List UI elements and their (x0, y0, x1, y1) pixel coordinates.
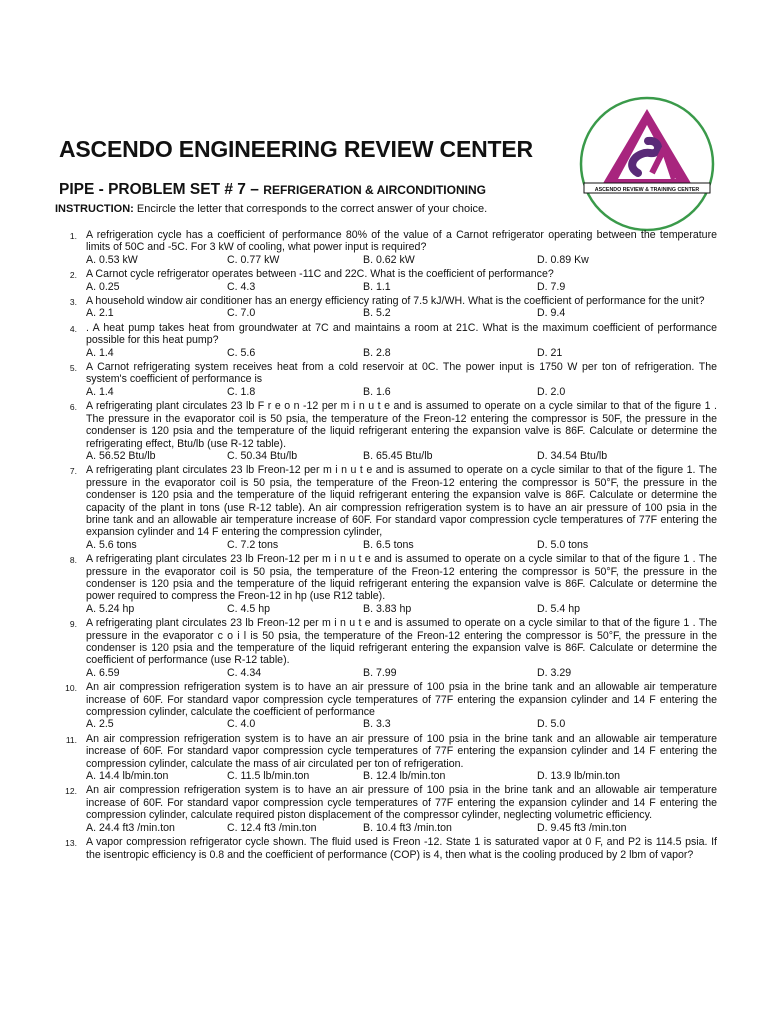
answer-choice[interactable]: B. 10.4 ft3 /min.ton (363, 821, 452, 834)
org-name: ASCENDO ENGINEERING REVIEW CENTER (59, 136, 533, 162)
problem-text: A refrigeration cycle has a coefficient of performance 80% of the value of a Carnot refrigerator operating between the temperature limits of 50C and -5C. For 3 kW of cooling, what power input is required? (86, 229, 717, 254)
problem-item (55, 322, 717, 359)
problem-text: A refrigerating plant circulates 23 lb F r e o n -12 per m i n u t e and is assumed to operate on a cycle similar to that of the figure 1 . The pressure in the evaporator coil is 50 psia, the temperature of the Freon-12 entering the compressor is 50F, the pressure in the condenser is 120 psia and the temperature of the liquid refrigerant entering the expansion valve is 86F. Calculate or determine the refrigerating effect, Btu/lb (use R-12 table). (86, 400, 717, 450)
answer-choice[interactable]: D. 5.0 tons (537, 538, 589, 551)
answer-choice[interactable]: D. 3.29 (537, 666, 572, 679)
answer-choice[interactable]: C. 7.2 tons (227, 538, 279, 551)
problem-list (55, 229, 717, 863)
answer-choice[interactable]: C. 0.77 kW (227, 253, 280, 266)
answer-choice[interactable]: D. 34.54 Btu/lb (537, 449, 608, 462)
answer-choice[interactable]: D. 9.4 (537, 307, 566, 320)
answer-choice[interactable]: A. 0.25 (86, 280, 120, 293)
answer-choice[interactable]: D. 21 (537, 346, 563, 359)
answer-choice[interactable]: A. 2.1 (86, 307, 114, 320)
answer-choice[interactable]: D. 7.9 (537, 280, 566, 293)
answer-choice[interactable]: C. 4.3 (227, 280, 256, 293)
answer-choice[interactable]: A. 6.59 (86, 666, 120, 679)
problem-text: A refrigerating plant circulates 23 lb Freon-12 per m i n u t e and is assumed to operate on a cycle similar to that of the figure 1. The pressure in the evaporator coil is 50 psia, the temperature of the Freon-12 entering the compressor is 50°F, the pressure in the condenser is 120 psia and the temperature of the liquid refrigerant entering the expansion valve is 86F. Calculate or determine the capacity of the plant in tons (use R-12 table). An air compression refrigeration system is to have an air pressure of 100 psia in the brine tank and an allowable air temperature increase of 60F. For standard vapor compression cycle temperatures of 77F entering the expansion cylinder and 14 F entering the compression cylinder, (86, 464, 717, 539)
problem-number: 8. (69, 555, 77, 566)
answer-choice[interactable]: D. 5.4 hp (537, 602, 580, 615)
instruction-text: Encircle the letter that corresponds to the correct answer of your choice. (136, 203, 488, 215)
answer-choices (86, 603, 717, 615)
answer-choices (86, 718, 717, 730)
answer-choice[interactable]: C. 4.5 hp (227, 602, 270, 615)
answer-choice[interactable]: C. 4.0 (227, 718, 256, 731)
answer-choice[interactable]: A. 14.4 lb/min.ton (86, 770, 169, 783)
answer-choice[interactable]: B. 3.3 (363, 718, 391, 731)
answer-choice[interactable]: B. 0.62 kW (363, 253, 415, 266)
problem-text: A Carnot refrigerating system receives heat from a cold reservoir at 0C. The power input is 1750 W per ton of refrigeration. The system's coefficient of performance is (86, 361, 717, 386)
instruction-line (55, 203, 487, 215)
logo-caption: ASCENDO REVIEW & TRAINING CENTER (594, 187, 700, 193)
instruction-label: INSTRUCTION: (55, 203, 134, 215)
answer-choices (86, 307, 717, 319)
answer-choice[interactable]: A. 5.6 tons (86, 538, 137, 551)
answer-choice[interactable]: D. 9.45 ft3 /min.ton (537, 821, 627, 834)
answer-choice[interactable]: A. 0.53 kW (86, 253, 138, 266)
problem-number: 3. (69, 297, 77, 308)
problem-item (55, 361, 717, 398)
problem-item (55, 400, 717, 462)
answer-choices (86, 386, 717, 398)
problem-item (55, 464, 717, 551)
answer-choices (86, 822, 717, 834)
answer-choice[interactable]: D. 13.9 lb/min.ton (537, 770, 621, 783)
problem-item (55, 553, 717, 615)
problem-number: 13. (65, 838, 77, 849)
problem-number: 12. (65, 786, 77, 797)
answer-choice[interactable]: B. 1.6 (363, 385, 391, 398)
answer-choice[interactable]: B. 6.5 tons (363, 538, 414, 551)
problem-item (55, 617, 717, 679)
problem-number: 10. (65, 683, 77, 694)
problem-item (55, 681, 717, 731)
answer-choice[interactable]: A. 2.5 (86, 718, 114, 731)
answer-choice[interactable]: B. 12.4 lb/min.ton (363, 770, 446, 783)
problem-item (55, 733, 717, 783)
problem-text: A Carnot cycle refrigerator operates between -11C and 22C. What is the coefficient of performance? (86, 268, 554, 281)
answer-choices (86, 539, 717, 551)
problem-number: 4. (69, 323, 77, 334)
problem-number: 5. (69, 363, 77, 374)
answer-choice[interactable]: C. 12.4 ft3 /min.ton (227, 821, 317, 834)
answer-choice[interactable]: D. 0.89 Kw (537, 253, 589, 266)
answer-choice[interactable]: B. 1.1 (363, 280, 391, 293)
answer-choice[interactable]: A. 56.52 Btu/lb (86, 449, 156, 462)
answer-choice[interactable]: C. 50.34 Btu/lb (227, 449, 298, 462)
answer-choice[interactable]: B. 2.8 (363, 346, 391, 359)
answer-choice[interactable]: B. 7.99 (363, 666, 397, 679)
answer-choice[interactable]: C. 4.34 (227, 666, 262, 679)
answer-choice[interactable]: B. 3.83 hp (363, 602, 412, 615)
answer-choice[interactable]: C. 5.6 (227, 346, 256, 359)
answer-choice[interactable]: D. 2.0 (537, 385, 566, 398)
problem-text: . A heat pump takes heat from groundwater at 7C and maintains a room at 21C. What is the maximum coefficient of performance possible for this heat pump? (86, 321, 717, 347)
answer-choice[interactable]: A. 1.4 (86, 385, 114, 398)
answer-choice[interactable]: A. 1.4 (86, 346, 114, 359)
answer-choice[interactable]: C. 11.5 lb/min.ton (227, 770, 310, 783)
answer-choices (86, 254, 717, 266)
answer-choice[interactable]: C. 7.0 (227, 307, 256, 320)
problem-item (55, 229, 717, 266)
problem-text: An air compression refrigeration system is to have an air pressure of 100 psia in the brine tank and an allowable air temperature increase of 60F. For standard vapor compression cycle temperatures of 77F entering the expansion cylinder and 14 F entering the compression cylinder, calculate the mass of air circulated per ton of refrigeration. (86, 732, 717, 770)
answer-choice[interactable]: A. 24.4 ft3 /min.ton (86, 821, 175, 834)
problem-item (55, 295, 717, 320)
answer-choice[interactable]: A. 5.24 hp (86, 602, 135, 615)
problem-item (55, 268, 717, 293)
problem-text: A vapor compression refrigerator cycle shown. The fluid used is Freon -12. State 1 is saturated vapor at 0 F, and P2 is 114.5 psia. If the isentropic efficiency is 0.8 and the coefficient of performance (COP) is 4, then what is the cooling produced by 2 lbm of vapor? (86, 836, 717, 861)
problem-number: 9. (69, 619, 77, 630)
answer-choice[interactable]: B. 5.2 (363, 307, 391, 320)
problem-number: 7. (69, 466, 77, 477)
answer-choices (86, 281, 717, 293)
answer-choices (86, 347, 717, 359)
problem-number: 1. (69, 231, 77, 241)
problem-item (55, 836, 717, 861)
answer-choice[interactable]: D. 5.0 (537, 718, 566, 731)
answer-choice[interactable]: C. 1.8 (227, 385, 256, 398)
problem-text: A household window air conditioner has an energy efficiency rating of 7.5 kJ/WH. What is the coefficient of performance for the unit? (86, 295, 705, 308)
problem-number: 2. (69, 270, 77, 281)
ascendo-logo (578, 95, 716, 233)
answer-choices (86, 450, 717, 462)
problem-text: An air compression refrigeration system is to have an air pressure of 100 psia in the brine tank and an allowable air temperature increase of 60F. For standard vapor compression cycle temperatures of 77F entering the expansion cylinder and 14 F entering the compression cylinder, calculate required piston displacement of the compressor cylinder, neglecting volumetric efficiency. (86, 784, 717, 822)
problem-text: An air compression refrigeration system is to have an air pressure of 100 psia in the brine tank and an allowable air temperature increase of 60F. For standard vapor compression cycle temperatures of 77F entering the expansion cylinder and 14 F entering the compression cylinder, calculate the coefficient of performance (86, 681, 717, 719)
problem-item (55, 784, 717, 834)
problem-set-title (59, 181, 486, 199)
answer-choice[interactable]: B. 65.45 Btu/lb (363, 449, 433, 462)
problem-text: A refrigerating plant circulates 23 lb Freon-12 per m i n u t e and is assumed to operate on a cycle similar to that of the figure 1 . The pressure in the evaporator c o i l is 50 psia, the temperature of the Freon-12 entering the compressor is 50°F, the pressure in the condenser is 120 psia and the temperature of the liquid refrigerant entering the expansion valve is 86F. Calculate or determine the coefficient of performance (use R-12 table). (86, 617, 717, 667)
problem-number: 6. (69, 402, 77, 413)
problem-number: 11. (65, 734, 77, 745)
set-title-topic: REFRIGERATION & AIRCONDITIONING (263, 183, 486, 197)
answer-choices (86, 667, 717, 679)
answer-choices (86, 770, 717, 782)
set-title-main: PIPE - PROBLEM SET # 7 – (59, 181, 259, 198)
problem-text: A refrigerating plant circulates 23 lb Freon-12 per m i n u t e and is assumed to operate on a cycle similar to that of the figure 1 . The pressure in the evaporator coil is 50 psia, the temperature of the Freon-12 entering the compressor is 50°F, the pressure in the condenser is 120 psia and the temperature of the liquid refrigerant entering the expansion valve is 86F. Calculate or determine the power required to compress the Freon-12 in hp (use R12 table). (86, 553, 717, 603)
